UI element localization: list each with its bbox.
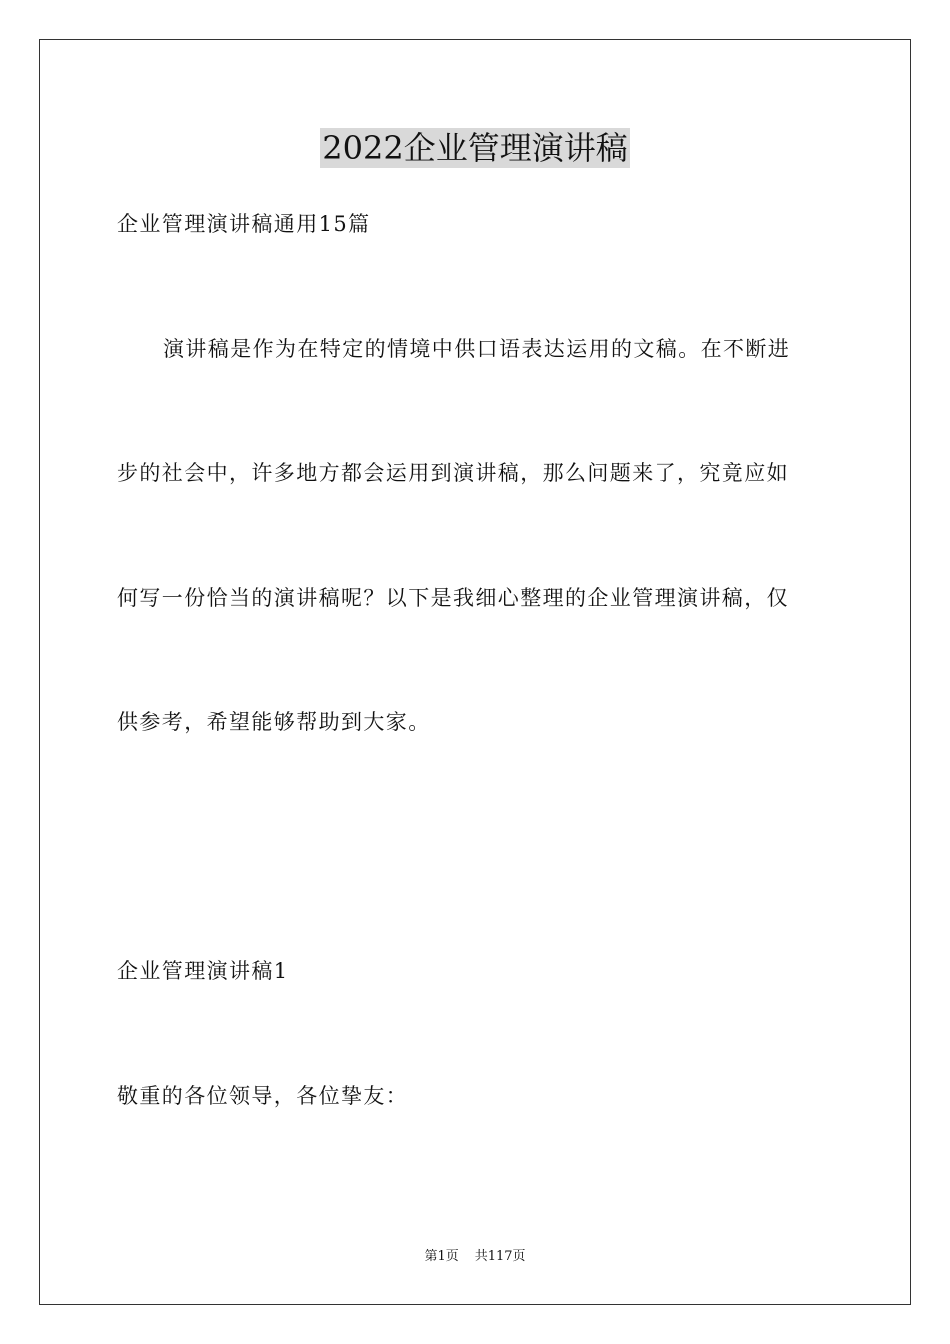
document-subtitle: 企业管理演讲稿通用15篇 — [117, 212, 371, 236]
intro-line-1: 演讲稿是作为在特定的情境中供口语表达运用的文稿。在不断进 — [163, 337, 791, 361]
title-container — [0, 128, 950, 168]
intro-line-3: 何写一份恰当的演讲稿呢？以下是我细心整理的企业管理演讲稿，仅 — [117, 586, 789, 610]
section-heading: 企业管理演讲稿1 — [117, 959, 289, 983]
intro-line-4: 供参考，希望能够帮助到大家。 — [117, 710, 431, 734]
salutation: 敬重的各位领导，各位挚友： — [117, 1084, 409, 1108]
page-number: 第1页 — [424, 1249, 459, 1264]
intro-line-2: 步的社会中，许多地方都会运用到演讲稿，那么问题来了，究竟应如 — [117, 461, 789, 485]
page-footer — [0, 1248, 950, 1266]
document-title: 2022企业管理演讲稿 — [322, 129, 628, 167]
page-total: 共117页 — [474, 1249, 526, 1264]
